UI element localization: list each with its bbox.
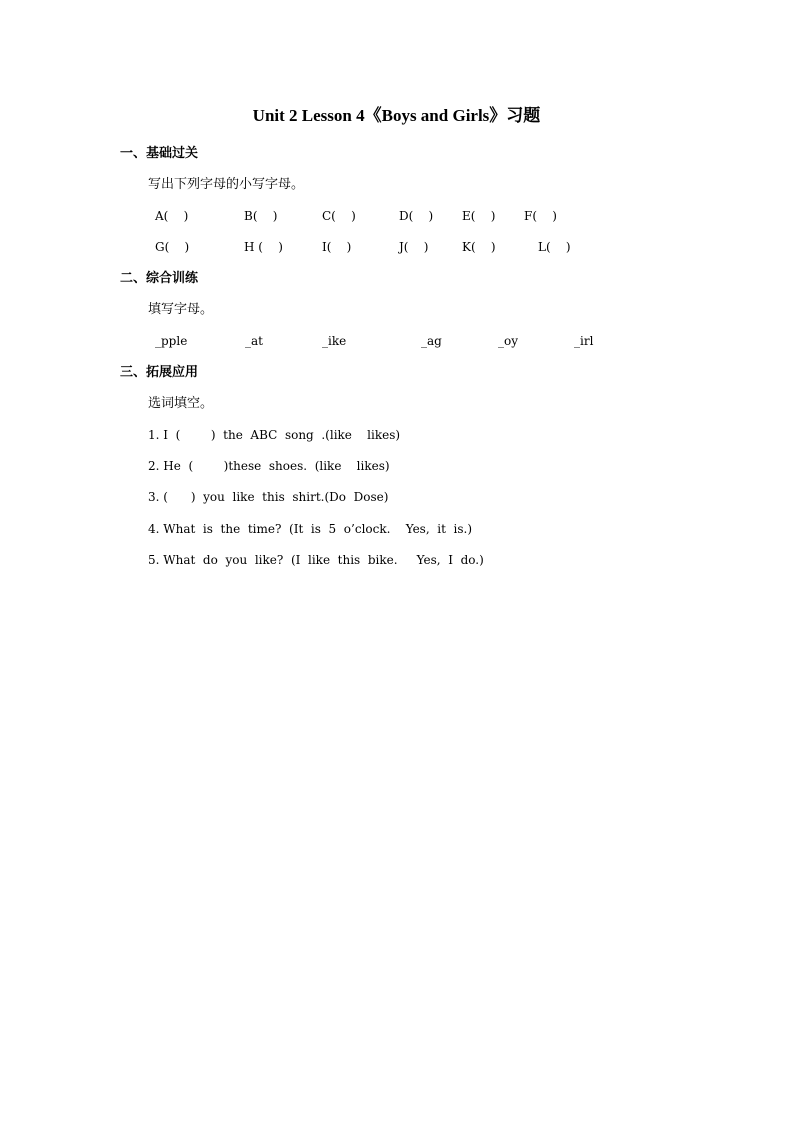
letter-blank: G( ): [155, 240, 190, 254]
word-blank: _irl: [574, 334, 594, 348]
page-title: Unit 2 Lesson 4《Boys and Girls》习题: [252, 106, 541, 125]
letter-row-2: [0, 238, 793, 256]
section-heading-practice: 二、综合训练: [120, 271, 199, 286]
word-blank: _oy: [498, 334, 519, 348]
word-blanks-row: [0, 332, 793, 350]
word-blank: _at: [245, 334, 263, 348]
letter-blank: H ( ): [244, 240, 283, 254]
word-blank: _ag: [421, 334, 442, 348]
word-blank: _pple: [155, 334, 188, 348]
letter-blank: J( ): [399, 240, 429, 254]
section-instruction-lowercase: 写出下列字母的小写字母。: [148, 177, 305, 192]
letter-blank: B( ): [244, 209, 278, 223]
letter-blank: F( ): [524, 209, 557, 223]
exercise-sentence: 3. ( ) you like this shirt.(Do Dose): [148, 490, 389, 504]
section-instruction-choose-words: 选词填空。: [148, 396, 214, 411]
word-blank: _ike: [322, 334, 347, 348]
letter-row-1: [0, 207, 793, 225]
section-heading-application: 三、拓展应用: [120, 365, 199, 380]
letter-blank: A( ): [155, 209, 189, 223]
section-instruction-fill-letters: 填写字母。: [148, 302, 214, 317]
section-heading-basics: 一、基础过关: [120, 146, 199, 161]
letter-blank: K( ): [462, 240, 496, 254]
exercise-sentence: 5. What do you like? (I like this bike. Yes, I do.): [148, 553, 484, 567]
exercise-sentence: 1. I ( ) the ABC song .(like likes): [148, 428, 401, 442]
letter-blank: E( ): [462, 209, 496, 223]
letter-blank: I( ): [322, 240, 352, 254]
exercise-sentence: 2. He ( )these shoes. (like likes): [148, 459, 390, 473]
letter-blank: C( ): [322, 209, 356, 223]
letter-blank: L( ): [538, 240, 571, 254]
letter-blank: D( ): [399, 209, 434, 223]
exercise-sentence: 4. What is the time? (It is 5 o’clock. Yes, it is.): [148, 522, 473, 536]
